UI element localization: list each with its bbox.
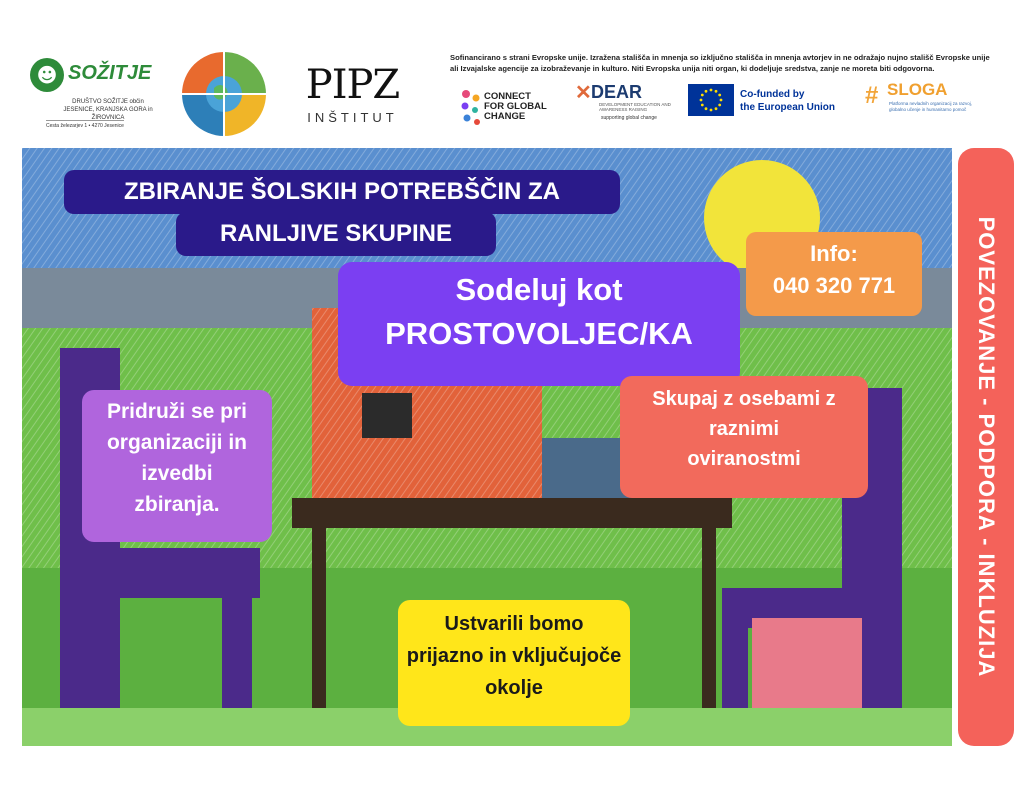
together-callout — [620, 376, 868, 498]
eu-logo — [688, 84, 858, 118]
dear-logo — [575, 80, 675, 124]
side-banner-text: POVEZOVANJE - PODPORA - INKLUZIJA — [974, 216, 999, 678]
sloga-hash-icon: # — [865, 82, 879, 109]
eu-disclaimer: Sofinancirano s strani Evropske unije. Izražena stališča in mnenja so izključno stališča in mnenja avtorjev in ne odražajo nujno stališč Evropske unije ali Izvajalske agencije za izobraževanje in kulturo. Niti Evropska unija niti organ, ki dodeljuje sredstva, zanje ne moreta biti odgovorna. — [450, 53, 990, 73]
puzzle-globe-logo — [180, 50, 268, 138]
join-line: izvedbi — [141, 462, 213, 485]
sozitje-subtitle: DRUŠTVO SOŽITJE občin JESENICE, KRANJSKA GORA in ŽIROVNICA — [63, 99, 153, 121]
volunteer-line2: PROSTOVOLJEC/KA — [385, 316, 693, 351]
join-organisation-callout — [82, 390, 272, 542]
environment-line: prijazno in vključujoče — [406, 645, 622, 667]
pipz-logo — [300, 62, 405, 132]
pipz-name: PIPZ — [305, 62, 400, 108]
join-line: Pridruži se pri — [106, 400, 248, 423]
dear-subtitle: DEVELOPMENT EDUCATION AND AWARENESS RAISING — [599, 102, 671, 112]
connect-line1: CONNECT — [484, 91, 531, 102]
join-line: zbiranja. — [134, 493, 220, 516]
together-line: raznimi — [708, 418, 780, 440]
eu-line2: the European Union — [740, 102, 835, 113]
dear-name: DEAR — [591, 82, 643, 102]
environment-line: Ustvarili bomo — [444, 613, 584, 635]
eu-line1: Co-funded by — [740, 89, 805, 100]
dear-tagline: supporting global change — [601, 115, 657, 121]
volunteer-callout — [338, 262, 740, 386]
join-line: organizaciji in — [106, 431, 248, 454]
environment-callout — [398, 600, 630, 726]
info-callout — [746, 232, 922, 316]
together-line: Skupaj z osebami z — [652, 388, 836, 410]
sozitje-logo — [30, 58, 160, 128]
connect-logo — [460, 84, 570, 128]
eu-flag-icon — [688, 84, 734, 116]
sloga-logo — [865, 80, 985, 120]
volunteer-line1: Sodeluj kot — [455, 272, 623, 307]
together-line: oviranostmi — [687, 448, 801, 470]
info-label: Info: — [810, 241, 858, 266]
connect-dots-icon — [460, 88, 482, 128]
title-line1: ZBIRANJE ŠOLSKIH POTREBŠČIN ZA — [64, 170, 620, 214]
side-banner — [958, 148, 1014, 746]
connect-line3: CHANGE — [484, 111, 526, 122]
connect-line2: FOR GLOBAL — [484, 101, 547, 112]
title-line2: RANLJIVE SKUPINE — [176, 212, 496, 256]
sloga-name: SLOGA — [887, 80, 948, 99]
dear-x-icon: ✕ — [575, 82, 592, 104]
sozitje-name: SOŽITJE — [68, 62, 152, 84]
environment-line: okolje — [485, 677, 543, 699]
info-phone: 040 320 771 — [772, 273, 896, 298]
pipz-subtitle: INŠTITUT — [307, 110, 398, 125]
sozitje-address: Cesta železarjev 1 • 4270 Jesenice — [46, 120, 124, 129]
sozitje-people-icon: ☻ — [30, 58, 64, 92]
sloga-subtitle: Platforma nevladnih organizacij za razvoj, globalno učenje in humanitarno pomoč — [889, 101, 973, 112]
